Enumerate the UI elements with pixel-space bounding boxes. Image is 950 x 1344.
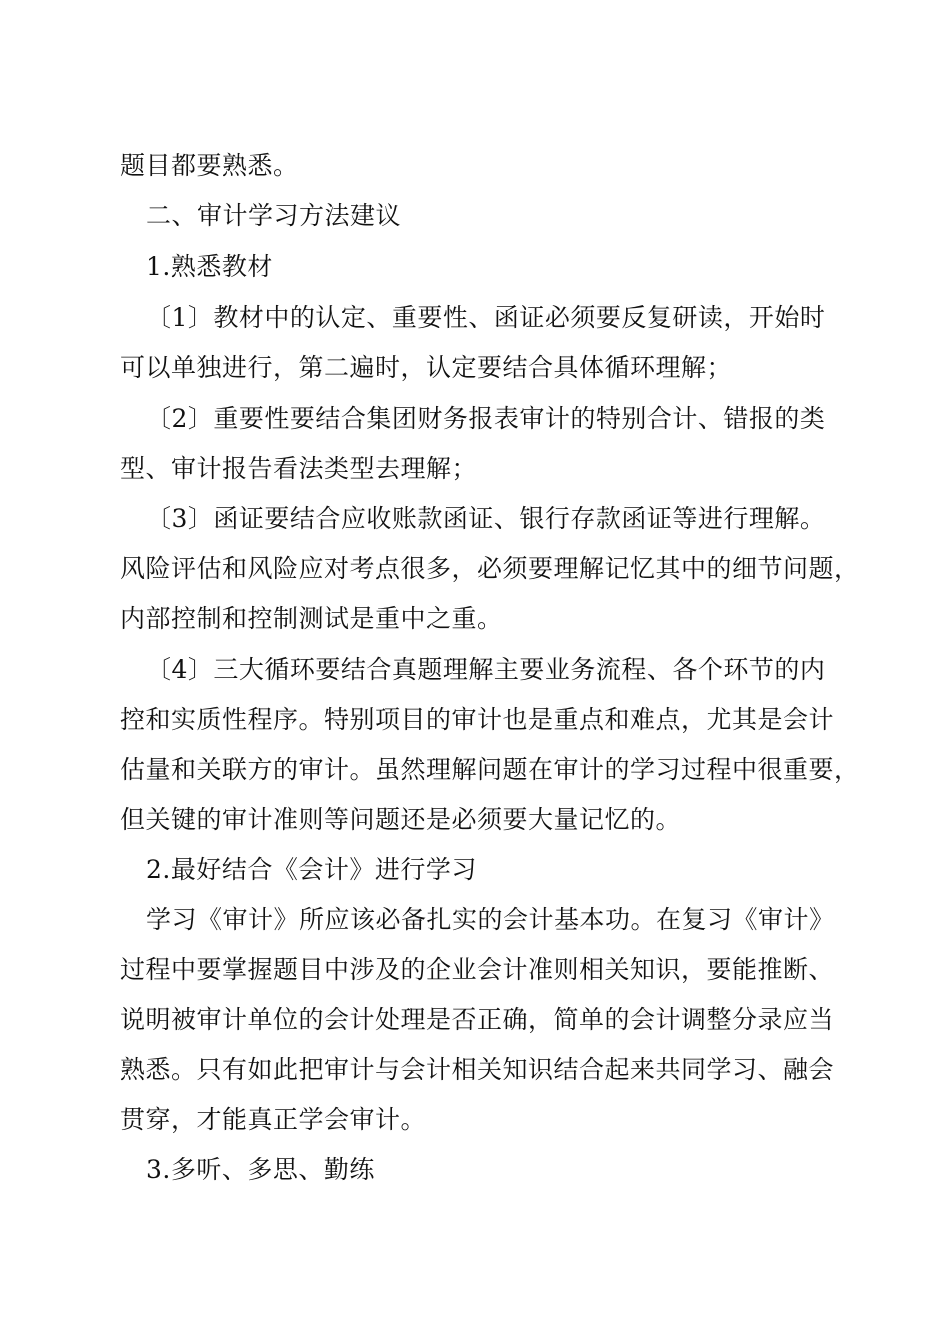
text-line: 贯穿，才能真正学会审计。 [120,1105,427,1134]
text-line: 型、审计报告看法类型去理解； [120,454,478,483]
text-line: 可以单独进行，第二遍时，认定要结合具体循环理解； [120,353,733,382]
text-line: 〔1〕教材中的认定、重要性、函证必须要反复研读，开始时 [146,303,826,332]
text-line: 估量和关联方的审计。虽然理解问题在审计的学习过程中很重要， [120,755,860,784]
text-line: 控和实质性程序。特别项目的审计也是重点和难点，尤其是会计 [120,705,835,734]
subsection-heading: 3.多听、多思、勤练 [146,1155,375,1184]
text-line: 学习《审计》所应该必备扎实的会计基本功。在复习《审计》 [146,905,835,934]
text-line: 〔2〕重要性要结合集团财务报表审计的特别合计、错报的类 [146,404,826,433]
subsection-heading: 1.熟悉教材 [146,252,273,281]
text-line: 〔4〕三大循环要结合真题理解主要业务流程、各个环节的内 [146,655,826,684]
text-line: 风险评估和风险应对考点很多，必须要理解记忆其中的细节问题， [120,554,860,583]
text-line: 内部控制和控制测试是重中之重。 [120,604,503,633]
text-line: 熟悉。只有如此把审计与会计相关知识结合起来共同学习、融会 [120,1055,835,1084]
text-line: 说明被审计单位的会计处理是否正确，简单的会计调整分录应当 [120,1005,835,1034]
text-line: 〔3〕函证要结合应收账款函证、银行存款函证等进行理解。 [146,504,826,533]
text-line: 但关键的审计准则等问题还是必须要大量记忆的。 [120,805,682,834]
text-line: 题目都要熟悉。 [120,151,299,180]
text-line: 过程中要掌握题目中涉及的企业会计准则相关知识，要能推断、 [120,955,835,984]
section-heading: 二、审计学习方法建议 [146,201,402,230]
subsection-heading: 2.最好结合《会计》进行学习 [146,855,477,884]
